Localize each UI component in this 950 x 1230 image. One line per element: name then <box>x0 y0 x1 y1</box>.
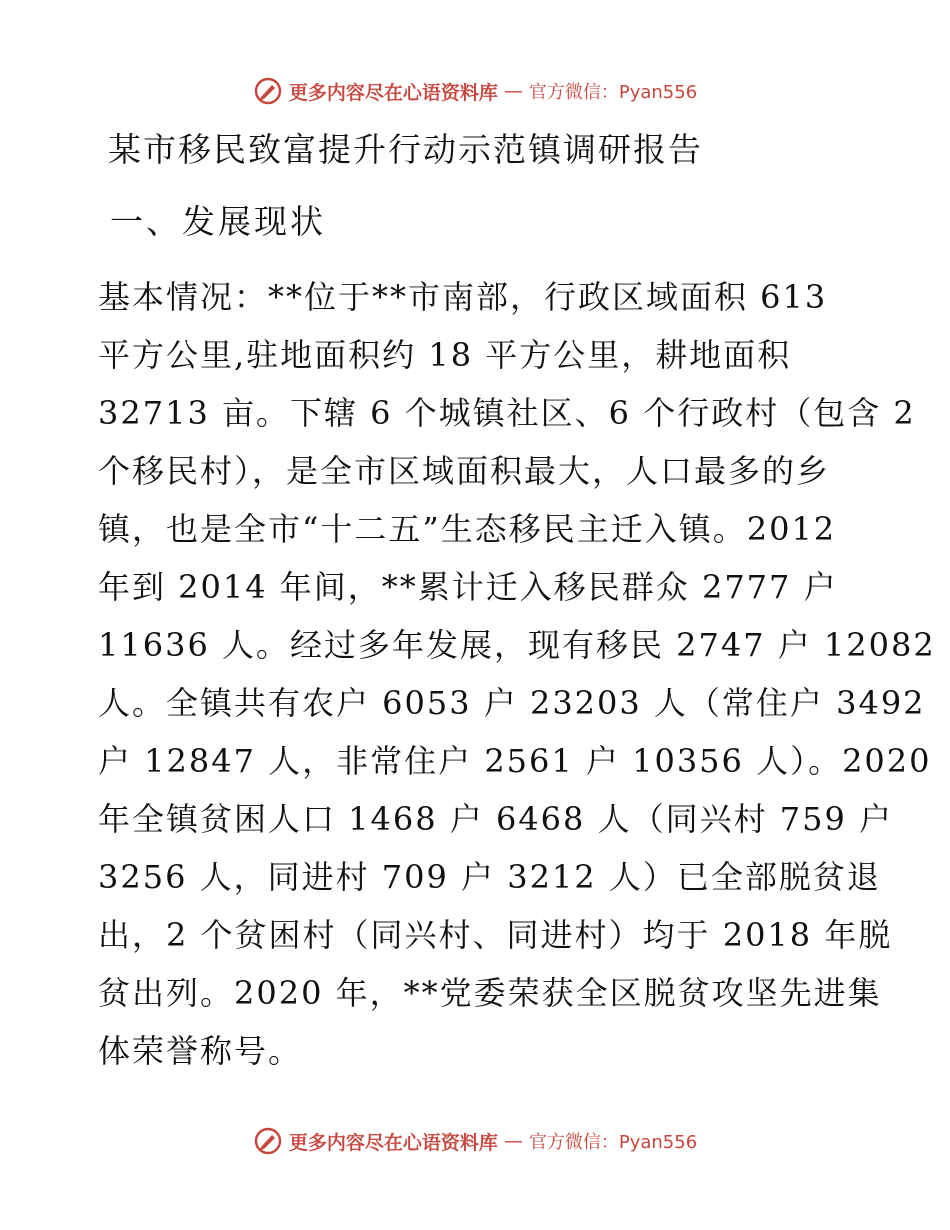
footer-banner <box>0 1124 950 1158</box>
body-line: 基本情况：**位于**市南部，行政区域面积 613 <box>98 278 828 316</box>
body-line: 人。全镇共有农户 6053 户 23203 人（常住户 3492 <box>98 684 926 722</box>
body-line: 3256 人，同进村 709 户 3212 人）已全部脱贫退 <box>98 858 881 896</box>
banner-separator: — <box>503 1130 523 1152</box>
banner-text: 更多内容尽在心语资料库 <box>288 1131 498 1154</box>
document-title: 某市移民致富提升行动示范镇调研报告 <box>108 130 703 169</box>
body-line: 镇，也是全市“十二五”生态移民主迁入镇。2012 <box>98 510 837 548</box>
body-line: 贫出列。2020 年，**党委荣获全区脱贫攻坚先进集 <box>98 974 882 1012</box>
pen-nib-logo-icon <box>253 76 283 106</box>
header-banner <box>0 74 950 108</box>
body-paragraph <box>98 268 936 1080</box>
body-line: 体荣誉称号。 <box>98 1032 303 1070</box>
pen-nib-logo-icon <box>253 1126 283 1156</box>
body-line: 个移民村），是全市区域面积最大，人口最多的乡 <box>98 452 831 490</box>
body-line: 出，2 个贫困村（同兴村、同进村）均于 2018 年脱 <box>98 916 893 954</box>
section-heading: 一、发展现状 <box>110 202 326 241</box>
banner-separator: — <box>503 80 523 102</box>
body-line: 平方公里,驻地面积约 18 平方公里，耕地面积 <box>98 336 792 374</box>
body-line: 11636 人。经过多年发展，现有移民 2747 户 12082 <box>98 626 936 664</box>
banner-wechat: 官方微信：Pyan556 <box>528 82 698 103</box>
banner-text: 更多内容尽在心语资料库 <box>288 81 498 104</box>
banner-wechat: 官方微信：Pyan556 <box>528 1132 698 1153</box>
body-line: 32713 亩。下辖 6 个城镇社区、6 个行政村（包含 2 <box>98 394 916 432</box>
body-line: 户 12847 人，非常住户 2561 户 10356 人）。2020 <box>98 742 932 780</box>
body-line: 年全镇贫困人口 1468 户 6468 人（同兴村 759 户 <box>98 800 893 838</box>
body-line: 年到 2014 年间，**累计迁入移民群众 2777 户 <box>98 568 838 606</box>
